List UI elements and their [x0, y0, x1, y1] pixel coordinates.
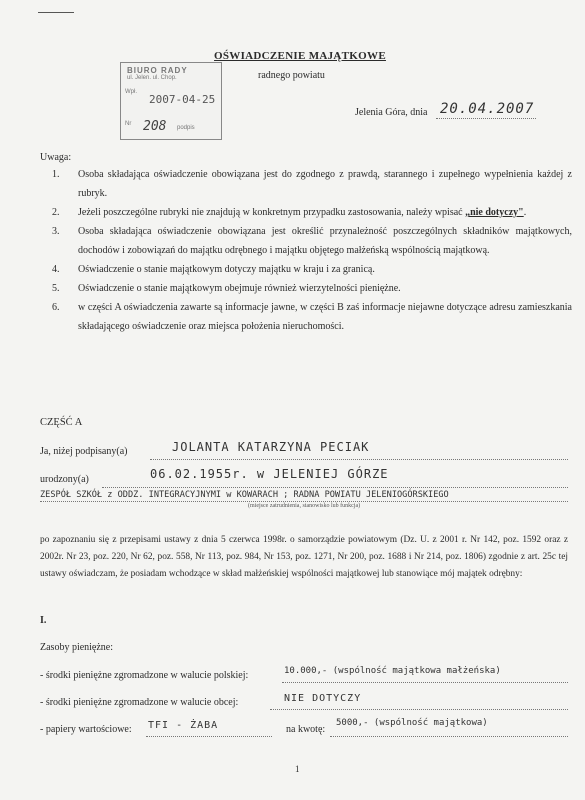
employment-caption: (miejsce zatrudnienia, stanowisko lub funkcja) — [248, 503, 361, 509]
note-item: 6. w części A oświadczenia zawarte są informacje jawne, w części B zaś informacje niejawne dotyczące adresu zamieszkania składającego oświadczenie oraz miejsca położenia nieruchomości. — [52, 302, 572, 332]
born-line — [102, 487, 568, 488]
employment-value: ZESPÓŁ SZKÓŁ z ODDZ. INTEGRACYJNYMI w KOWARACH ; RADNA POWIATU JELENIOGÓRSKIEGO — [40, 490, 449, 500]
notes-heading: Uwaga: — [40, 152, 72, 163]
amount-line — [330, 736, 568, 737]
pln-line — [282, 682, 568, 683]
corner-mark — [38, 12, 74, 13]
statement-paragraph: po zapoznaniu się z przepisami ustawy z dnia 5 czerwca 1998r. o samorządzie powiatowym (Dz. U. z 2001 r. Nr 142, poz. 1592 oraz z 2002r. Nr 23, poz. 220, Nr 62, poz. 558, Nr 113, poz. 984, Nr 153, poz. 1271, Nr 200, poz. 1688 i Nr 214, poz. 1806) zgodnie z art. 25c tej ustawy oświadczam, że posiadam wchodzące w skład małżeńskiej wspólności majątkowej lub stanowiące mój majątek odrębny: — [40, 535, 568, 579]
stamp-nr: 208 — [143, 119, 167, 134]
signed-label: Ja, niżej podpisany(a) — [40, 446, 128, 457]
notes-list — [52, 165, 572, 336]
pln-label: - środki pieniężne zgromadzone w walucie polskiej: — [40, 670, 249, 681]
foreign-value: NIE DOTYCZY — [284, 693, 362, 704]
note-item: 5. Oświadczenie o stanie majątkowym obejmuje również wierzytelności pieniężne. — [52, 283, 401, 294]
stamp-nr-label: Nr — [125, 121, 132, 127]
note-item: 2. Jeżeli poszczególne rubryki nie znajdują w konkretnym przypadku zastosowania, należy wpisać „nie dotyczy". — [52, 207, 527, 218]
employment-line — [40, 501, 568, 502]
foreign-label: - środki pieniężne zgromadzone w walucie obcej: — [40, 697, 239, 708]
stamp-date: 2007-04-25 — [149, 93, 216, 106]
amount-label: na kwotę: — [286, 724, 326, 735]
amount-value: 5000,- (wspólność majątkowa) — [336, 718, 488, 728]
stamp-podpis-label: podpis — [177, 125, 195, 131]
foreign-line — [270, 709, 568, 710]
stamp-wpl-label: Wpł. — [125, 89, 137, 95]
born-label: urodzony(a) — [40, 474, 89, 485]
signed-name: JOLANTA KATARZYNA PECIAK — [172, 440, 370, 454]
note-item: 3. Osoba składająca oświadczenie obowiązana jest określić przynależność poszczególnych składników majątkowych, dochodów i zobowiązań do majątku odrębnego i majątku objętego małżeńską wspólnością majątkową. — [52, 226, 572, 256]
stamp-org: BIURO RADY — [127, 66, 188, 75]
securities-value: TFI - ŻABA — [148, 720, 219, 731]
page-number: 1 — [295, 764, 300, 774]
section-number: I. — [40, 615, 47, 626]
handwritten-date: 20.04.2007 — [440, 101, 535, 117]
place-label: Jelenia Góra, dnia — [355, 107, 428, 118]
securities-line — [146, 736, 272, 737]
date-line — [436, 118, 536, 119]
born-value: 06.02.1955r. w JELENIEJ GÓRZE — [150, 467, 389, 481]
stamp-sub: ul. Jelen. ul. Chop. — [127, 75, 177, 81]
registration-stamp — [120, 62, 222, 140]
note-item: 4. Oświadczenie o stanie majątkowym dotyczy majątku w kraju i za granicą. — [52, 264, 375, 275]
securities-label: - papiery wartościowe: — [40, 724, 132, 735]
document-title: OŚWIADCZENIE MAJĄTKOWE — [214, 50, 386, 62]
document-subtitle: radnego powiatu — [258, 70, 325, 81]
signed-line — [150, 459, 568, 460]
cash-heading: Zasoby pieniężne: — [40, 642, 114, 653]
pln-value: 10.000,- (wspólność majątkowa małżeńska) — [284, 666, 501, 676]
part-a-heading: CZĘŚĆ A — [40, 417, 83, 428]
note-item: 1. Osoba składająca oświadczenie obowiązana jest do zgodnego z prawdą, starannego i zupełnego wypełnienia każdej z rubryk. — [52, 169, 572, 199]
